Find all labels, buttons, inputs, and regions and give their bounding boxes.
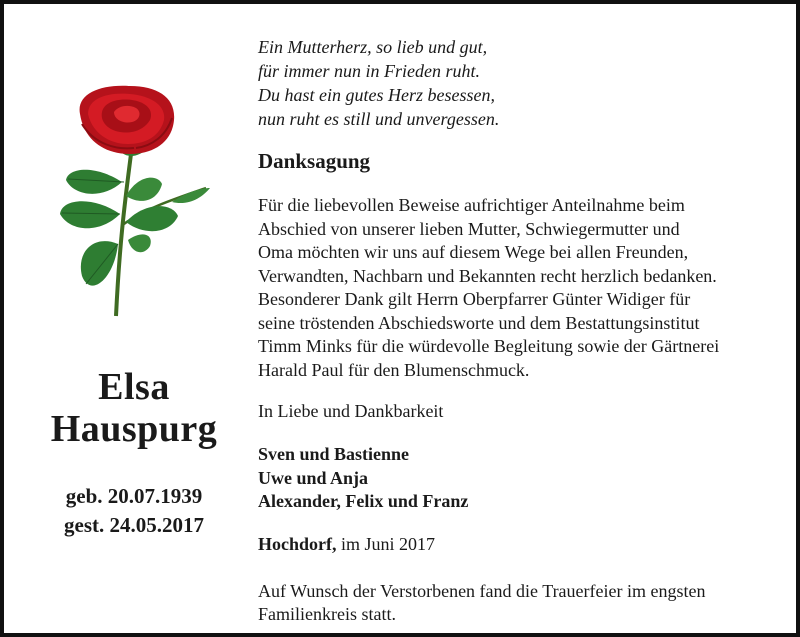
note-line: Familienkreis statt. [258, 604, 396, 624]
last-name: Hauspurg [50, 408, 218, 450]
body-line: Verwandten, Nachbarn und Bekannten recht herzlich bedanken. [258, 265, 717, 286]
body-line: Harald Paul für den Blumenschmuck. [258, 359, 530, 380]
body-line: seine tröstenden Abschiedsworte und dem Bestattungsinstitut [258, 312, 700, 333]
body-line: Besonderer Dank gilt Herrn Oberpfarrer Günter Widiger für [258, 289, 691, 309]
first-name: Elsa [98, 366, 170, 408]
place: Hochdorf, [258, 534, 337, 554]
thanks-heading: Danksagung [258, 149, 371, 173]
birth-date: geb. 20.07.1939 [65, 484, 203, 508]
note-line: Auf Wunsch der Verstorbenen fand die Trauerfeier im engsten [258, 581, 706, 601]
poem-line: Du hast ein gutes Herz besessen, [258, 85, 495, 105]
poem-line: für immer nun in Frieden ruht. [258, 61, 480, 81]
date: im Juni 2017 [341, 534, 436, 554]
closing-phrase: In Liebe und Dankbarkeit [258, 401, 444, 421]
signers [258, 443, 468, 514]
body-line: Timm Minks für die würdevolle Begleitung sowie der Gärtnerei [258, 336, 720, 356]
body-line: Abschied von unserer lieben Mutter, Schwiegermutter und [258, 218, 680, 239]
funeral-note [258, 580, 772, 626]
red-rose-icon [54, 84, 214, 319]
deceased-name [24, 366, 244, 450]
body-line: Oma möchten wir uns auf diesem Wege bei allen Freunden, [258, 242, 689, 262]
life-dates [24, 482, 244, 540]
signer: Alexander, Felix und Franz [258, 491, 469, 511]
thanks-body [258, 194, 772, 382]
signer: Sven und Bastienne [258, 444, 410, 464]
poem-line: Ein Mutterherz, so lieb und gut, [258, 37, 488, 57]
memorial-poem [258, 35, 778, 131]
body-line: Für die liebevollen Beweise aufrichtiger Anteilnahme beim [258, 195, 685, 215]
place-date [258, 534, 435, 555]
death-date: gest. 24.05.2017 [64, 513, 204, 537]
signer: Uwe und Anja [258, 467, 369, 488]
poem-line: nun ruht es still und unvergessen. [258, 109, 500, 129]
